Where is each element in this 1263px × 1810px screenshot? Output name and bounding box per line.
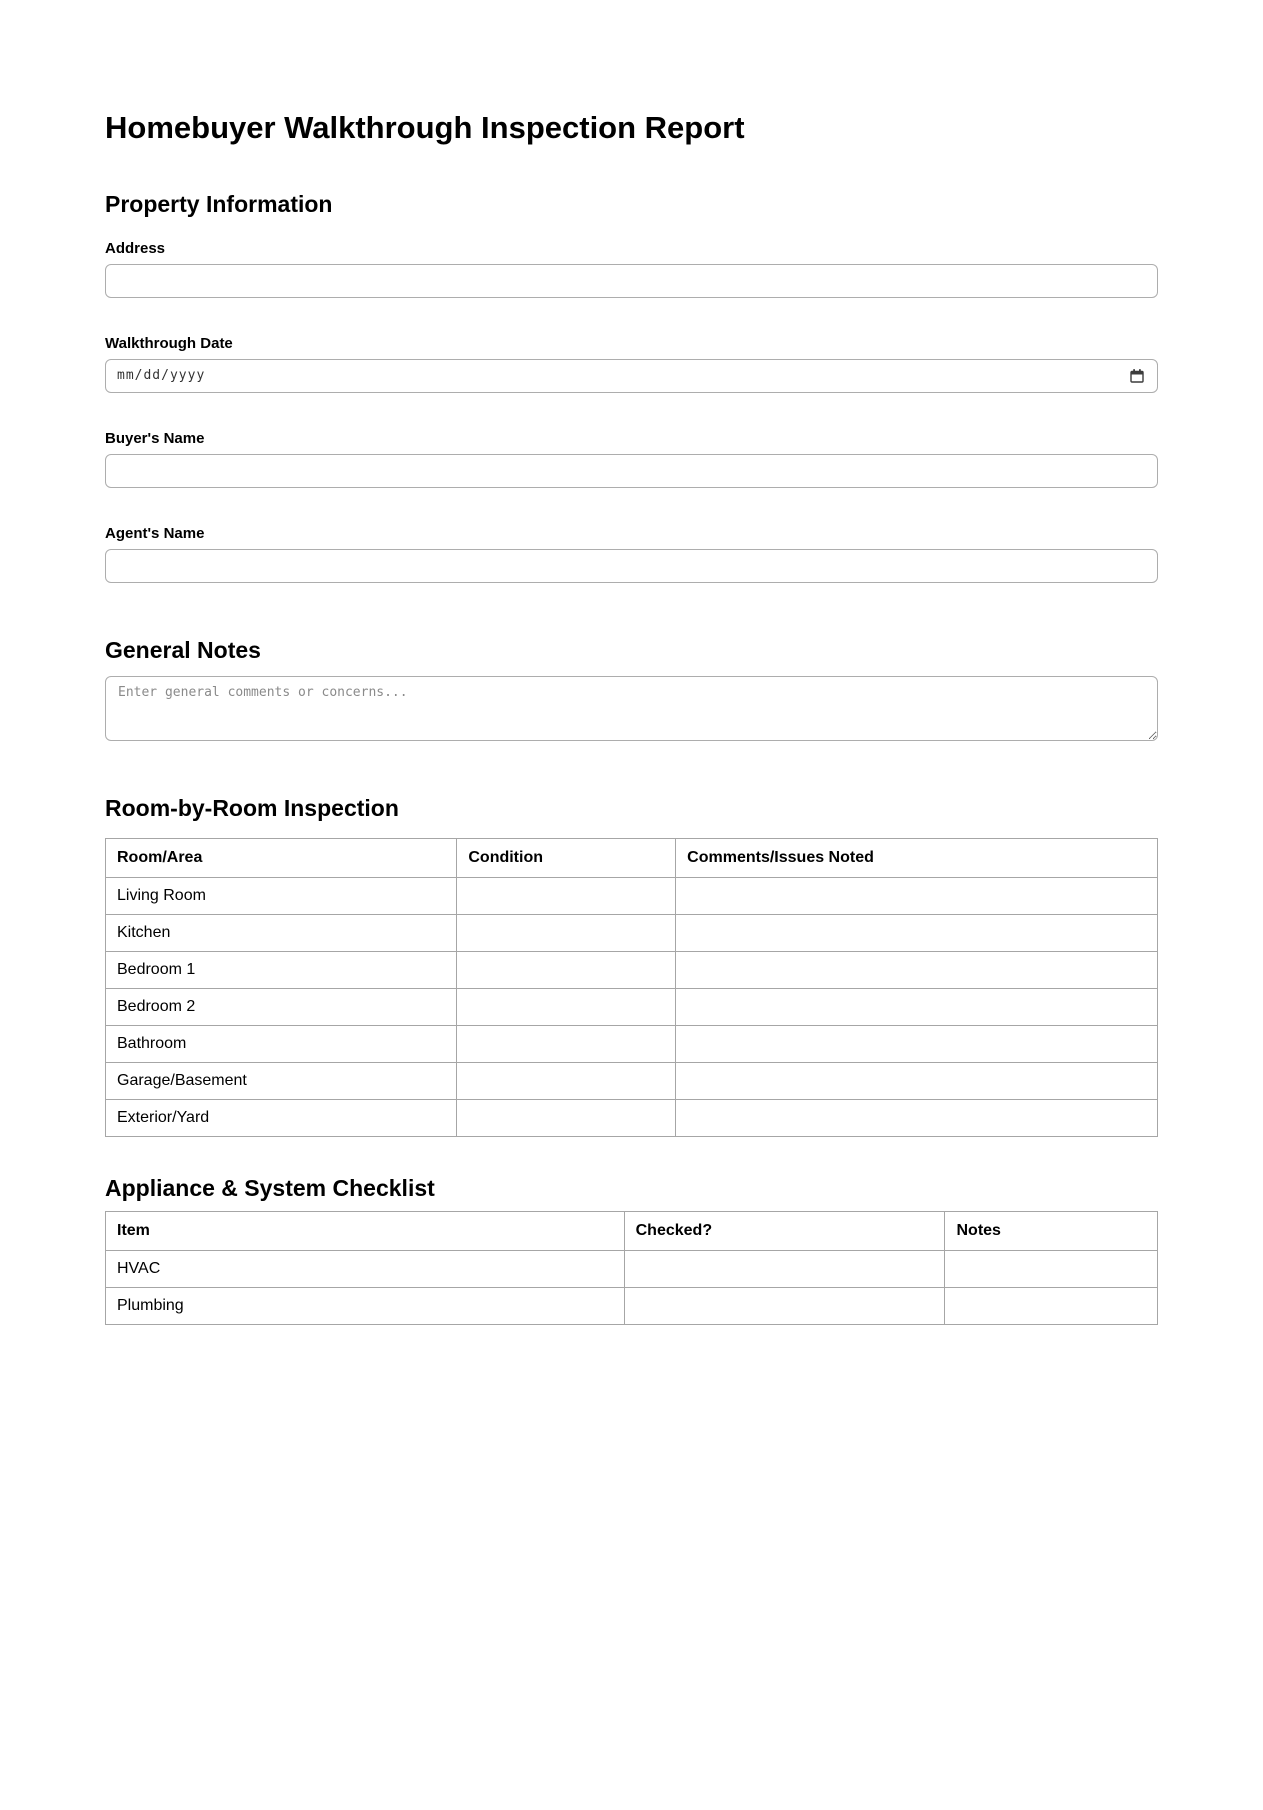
table-row [106,1251,1158,1288]
room-name-cell: Living Room [106,877,457,914]
column-header-checked: Checked? [624,1212,945,1251]
room-inspection-table [105,838,1158,1137]
checked-cell [624,1288,945,1325]
agents-name-group [105,526,1158,583]
appliance-table-header-row [106,1212,1158,1251]
column-header-comments: Comments/Issues Noted [676,838,1158,877]
table-row [106,951,1158,988]
walkthrough-date-input[interactable] [105,359,1158,393]
item-name-cell: Plumbing [106,1288,625,1325]
comments-cell [676,1062,1158,1099]
condition-cell [457,1062,676,1099]
comments-cell [676,951,1158,988]
buyers-name-input[interactable] [105,454,1158,488]
table-row [106,1099,1158,1136]
date-placeholder-text: mm/dd/yyyy [117,368,206,384]
comments-cell [676,877,1158,914]
comments-cell [676,1099,1158,1136]
column-header-room-area: Room/Area [106,838,457,877]
condition-cell [457,877,676,914]
address-group [105,241,1158,298]
notes-cell [945,1288,1158,1325]
comments-cell [676,914,1158,951]
item-name-cell: HVAC [106,1251,625,1288]
report-form [105,0,1158,1325]
room-table-header-row [106,838,1158,877]
column-header-condition: Condition [457,838,676,877]
table-row [106,988,1158,1025]
general-notes-textarea[interactable] [105,676,1158,741]
calendar-icon[interactable] [1129,368,1145,384]
walkthrough-date-group [105,336,1158,393]
buyers-name-label: Buyer's Name [105,429,205,447]
condition-cell [457,988,676,1025]
general-notes-heading: General Notes [105,636,261,663]
agents-name-label: Agent's Name [105,524,205,542]
appliance-checklist-heading: Appliance & System Checklist [105,1174,435,1201]
table-row [106,877,1158,914]
room-name-cell: Garage/Basement [106,1062,457,1099]
table-row [106,1288,1158,1325]
condition-cell [457,951,676,988]
appliance-checklist-table [105,1211,1158,1325]
room-name-cell: Bedroom 1 [106,951,457,988]
notes-cell [945,1251,1158,1288]
condition-cell [457,1099,676,1136]
column-header-notes: Notes [945,1212,1158,1251]
comments-cell [676,988,1158,1025]
walkthrough-date-label: Walkthrough Date [105,334,233,352]
room-name-cell: Exterior/Yard [106,1099,457,1136]
comments-cell [676,1025,1158,1062]
checked-cell [624,1251,945,1288]
room-inspection-heading: Room-by-Room Inspection [105,794,399,821]
address-label: Address [105,239,166,257]
agents-name-input[interactable] [105,549,1158,583]
buyers-name-group [105,431,1158,488]
column-header-item: Item [106,1212,625,1251]
condition-cell [457,1025,676,1062]
condition-cell [457,914,676,951]
room-name-cell: Bathroom [106,1025,457,1062]
property-information-heading: Property Information [105,190,333,217]
table-row [106,1025,1158,1062]
room-name-cell: Kitchen [106,914,457,951]
room-name-cell: Bedroom 2 [106,988,457,1025]
address-input[interactable] [105,264,1158,298]
page-title: Homebuyer Walkthrough Inspection Report [105,110,745,145]
table-row [106,1062,1158,1099]
table-row [106,914,1158,951]
